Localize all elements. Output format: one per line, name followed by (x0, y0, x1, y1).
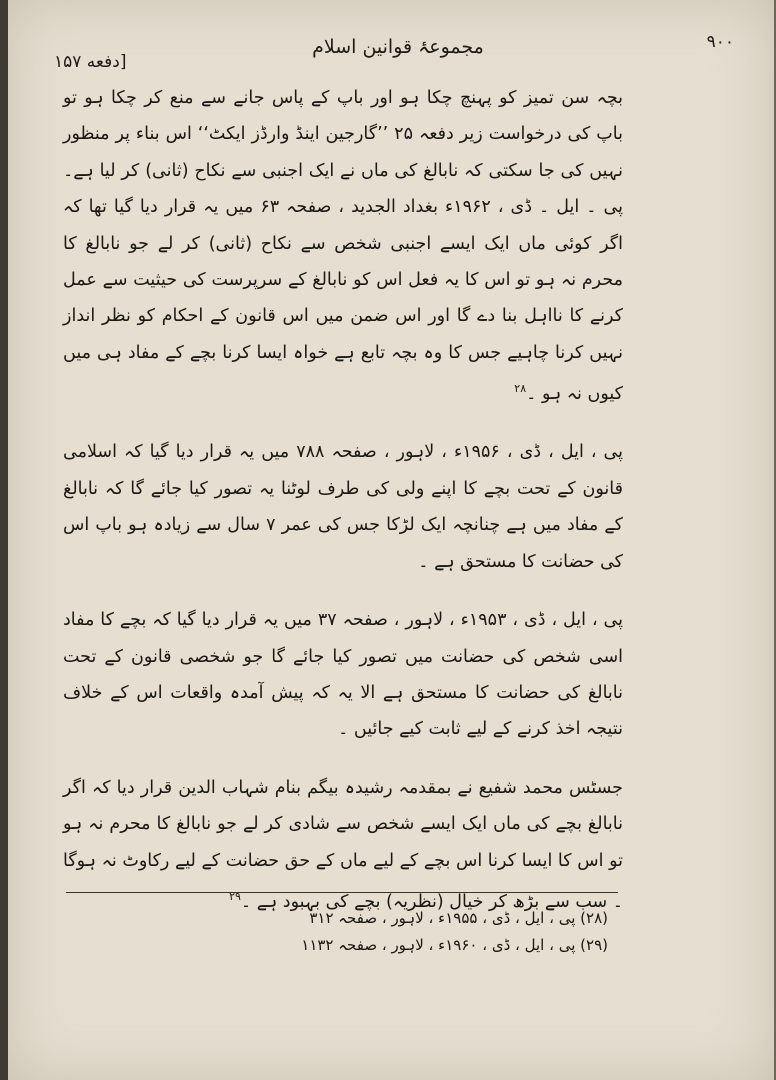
paragraph-text: پی ، ایل ، ڈی ، ۱۹۵۶ء ، لاہور ، صفحہ ۷۸۸ میں یہ قرار دیا گیا کہ اسلامی قانون کے تحت بچے کا اپنے ولی کی طرف لوٹنا یہ تصور کیا جائے گا کہ نابالغ کے مفاد میں ہے چنانچہ ایک لڑکا جس کی عمر ۷ سال سے زیادہ ہو باپ اس کی حضانت کا مستحق ہے ۔ (63, 442, 624, 572)
footnote-28: (۲۸) پی ، ایل ، ڈی ، ۱۹۵۵ء ، لاہور ، صفحہ ۳۱۲ (309, 909, 608, 927)
footnote-mark-28: ۲۸ (514, 382, 527, 396)
footnote-divider (66, 892, 618, 893)
page-edge (0, 0, 8, 1080)
paragraph-text: پی ، ایل ، ڈی ، ۱۹۵۳ء ، لاہور ، صفحہ ۳۷ میں یہ قرار دیا گیا کہ بچے کا مفاد اسی شخص کی حضانت میں تصور کیا جائے گا جو شخصی قانون کے تحت نابالغ کی حضانت کا مستحق ہے الا یہ کہ پیش آمدہ واقعات اس کے خلاف نتیجہ اخذ کرنے کے لیے ثابت کیے جائیں ۔ (63, 610, 623, 740)
footnotes (128, 905, 608, 959)
paragraph-2 (63, 434, 623, 580)
footnote-29: (۲۹) پی ، ایل ، ڈی ، ۱۹۶۰ء ، لاہور ، صفحہ ۱۱۳۲ (301, 936, 608, 954)
page-number: ۹۰۰ (706, 32, 734, 52)
paragraph-text: جسٹس محمد شفیع نے بمقدمہ رشیدہ بیگم بنام شہاب الدین قرار دیا کہ اگر نابالغ بچے کی ماں ایک ایسے شخص سے شادی کر لے جو نابالغ کا محرم نہ ہو تو اس کا ایسا کرنا اس بچے کے لیے ماں کے حق حضانت کے لیے رکاوٹ نہ ہوگا ۔ سب سے بڑھ کر خیال (نظریہ) بچے کی بہبود ہے ۔ (63, 777, 623, 912)
section-reference: [دفعه ۱۵۷ (54, 52, 127, 72)
page-body (63, 80, 623, 942)
paragraph-3 (63, 602, 623, 748)
page-header (48, 32, 734, 72)
book-title: مجموعۂ قوانین اسلام (312, 36, 484, 58)
book-page (8, 0, 774, 1080)
footnote-mark-29: ۲۹ (229, 889, 241, 903)
paragraph-text: بچہ سن تمیز کو پہنچ چکا ہو اور باپ کے پاس جانے سے منع کر چکا ہو تو باپ کی درخواست زیر دفعہ ۲۵ ’’گارجین اینڈ وارڈز ایکٹ‘‘ اس بناء پر منظور نہیں کی جا سکتی کہ نابالغ کی ماں نے ایک اجنبی سے نکاح (ثانی) کر لیا ہے۔ پی ۔ ایل ۔ ڈی ، ۱۹۶۲ء بغداد الجدید ، صفحہ ۶۳ میں یہ قرار دیا گیا تھا کہ اگر کوئی ماں ایک ایسے اجنبی شخص سے نکاح (ثانی) کر لے جو نابالغ کا محرم نہ ہو تو اس کا یہ فعل اس کو نابالغ کے سرپرست کی حیثیت سے عمل کرنے کا نااہل بنا دے گا اور اس ضمن میں اس قانون کے احکام کو نظر انداز نہیں کرنا چاہیے جس کا وہ بچہ تابع ہے خواہ ایسا کرنا بچے کے مفاد ہی میں کیوں نہ ہو ۔ (63, 88, 624, 405)
paragraph-1 (63, 80, 623, 412)
paragraph-4 (63, 770, 623, 920)
